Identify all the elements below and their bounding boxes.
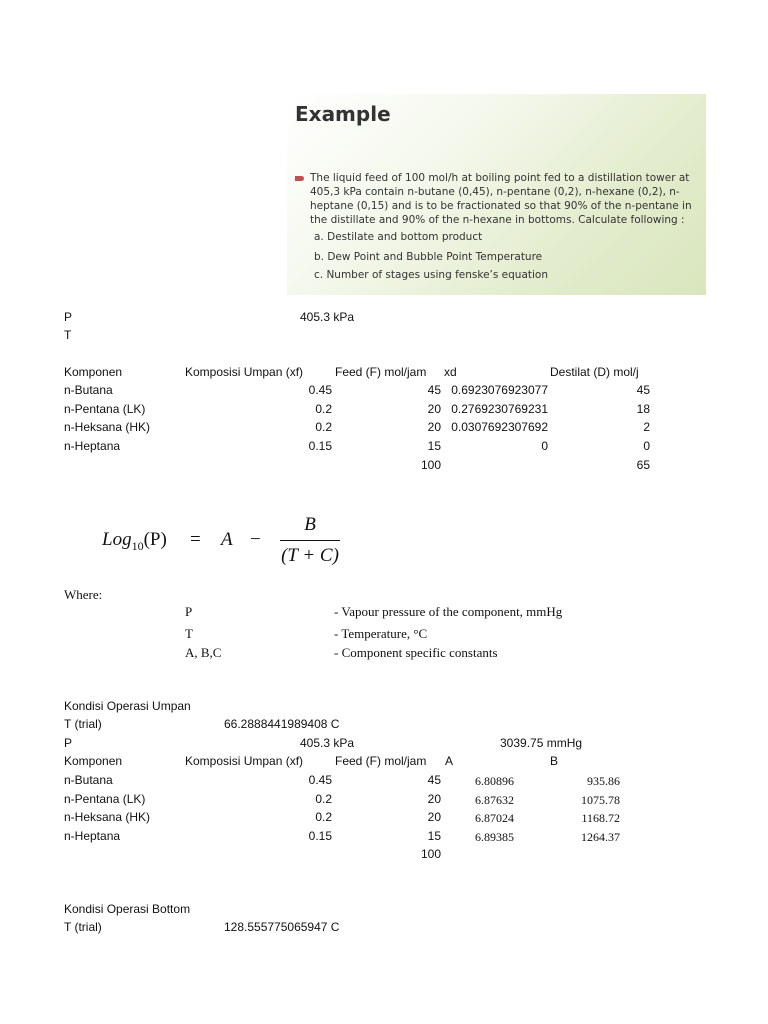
slide-item-c: c. Number of stages using fenske’s equation xyxy=(314,269,548,281)
t2-b: 1075.78 xyxy=(581,793,620,807)
where-label: Where: xyxy=(64,587,103,602)
t1-header-komponen: Komponen xyxy=(64,365,123,379)
t2-komponen: n-Heptana xyxy=(64,829,121,843)
where-sym-abc: A, B,C xyxy=(185,645,222,660)
where-desc-t: - Temperature, °C xyxy=(334,626,428,641)
t2-feed: 15 xyxy=(427,829,441,843)
formula-denominator: (T + C) xyxy=(281,545,339,566)
t1-total-destilat: 65 xyxy=(636,458,650,472)
t2-a: 6.89385 xyxy=(475,830,514,844)
t2-xf: 0.45 xyxy=(308,773,332,787)
t1-xd: 0 xyxy=(541,439,548,453)
where-sym-t: T xyxy=(185,626,193,641)
t2-a: 6.80896 xyxy=(475,774,514,788)
t1-header-xf: Komposisi Umpan (xf) xyxy=(185,365,304,379)
formula-minus: − xyxy=(250,529,261,550)
bottom-t-value: 128.555775065947 C xyxy=(224,920,340,934)
umpan-p-mmhg: 3039.75 mmHg xyxy=(500,736,583,750)
umpan-p-kpa: 405.3 kPa xyxy=(300,736,355,750)
t-label: T xyxy=(64,328,72,342)
t1-xd: 0.2769230769231 xyxy=(451,402,548,416)
t2-feed: 20 xyxy=(427,810,441,824)
umpan-t-value: 66.2888441989408 C xyxy=(224,717,340,731)
formula-numerator: B xyxy=(304,514,316,535)
formula-fraction-bar xyxy=(280,540,340,541)
t2-b: 935.86 xyxy=(587,774,620,788)
t1-destilat: 45 xyxy=(636,383,650,397)
t2-header-a: A xyxy=(445,754,454,768)
umpan-title: Kondisi Operasi Umpan xyxy=(64,699,191,713)
t1-feed: 20 xyxy=(427,402,441,416)
t2-a: 6.87632 xyxy=(475,793,514,807)
t1-xf: 0.2 xyxy=(315,420,332,434)
slide-item-a: a. Destilate and bottom product xyxy=(314,231,483,243)
t2-xf: 0.2 xyxy=(315,810,332,824)
t2-header-feed: Feed (F) mol/jam xyxy=(335,754,427,768)
t2-header-xf: Komposisi Umpan (xf) xyxy=(185,754,304,768)
t1-header-xd: xd xyxy=(444,365,457,379)
t1-header-destilat: Destilat (D) mol/j xyxy=(550,365,639,379)
t2-b: 1168.72 xyxy=(581,811,620,825)
formula-log: Log xyxy=(102,529,132,550)
t2-komponen: n-Heksana (HK) xyxy=(64,810,151,824)
t1-komponen: n-Heksana (HK) xyxy=(64,420,151,434)
t1-komponen: n-Heptana xyxy=(64,439,121,453)
umpan-p-label: P xyxy=(64,736,73,750)
t2-komponen: n-Butana xyxy=(64,773,113,787)
t1-feed: 15 xyxy=(427,439,441,453)
formula-log-base: 10 xyxy=(131,538,144,553)
t1-destilat: 0 xyxy=(643,439,650,453)
t1-header-feed: Feed (F) mol/jam xyxy=(335,365,427,379)
t2-xf: 0.2 xyxy=(315,792,332,806)
t1-total-feed: 100 xyxy=(420,458,441,472)
t1-feed: 45 xyxy=(427,383,441,397)
formula-equals: = xyxy=(190,529,201,550)
t2-xf: 0.15 xyxy=(308,829,332,843)
t1-komponen: n-Butana xyxy=(64,383,113,397)
t1-xd: 0.0307692307692 xyxy=(451,420,548,434)
t2-b: 1264.37 xyxy=(581,830,620,844)
t2-header-komponen: Komponen xyxy=(64,754,123,768)
slide-paragraph: The liquid feed of 100 mol/h at boiling point fed to a distillation tower at 405,3 kPa contain n-butane (0,45), n-pentane (0,2), n-hexane (0,2), n-heptane (0,15) and is to be fractionated so that 90% of the n-pentane in the distillate and 90% of the n-hexane in bottoms. Calculate following : xyxy=(310,172,692,226)
p-label: P xyxy=(64,310,73,324)
t2-total-feed: 100 xyxy=(420,847,441,861)
formula-a: A xyxy=(221,529,233,550)
p-value: 405.3 kPa xyxy=(300,310,355,324)
bottom-t-label: T (trial) xyxy=(64,920,102,934)
bottom-title: Kondisi Operasi Bottom xyxy=(64,902,191,916)
t2-a: 6.87024 xyxy=(475,811,514,825)
t1-destilat: 2 xyxy=(643,420,650,434)
t1-xf: 0.45 xyxy=(308,383,332,397)
t1-xf: 0.15 xyxy=(308,439,332,453)
slide-item-b: b. Dew Point and Bubble Point Temperature xyxy=(314,251,543,263)
slide-title: Example xyxy=(295,102,391,126)
formula-lhs xyxy=(102,529,167,554)
t1-destilat: 18 xyxy=(636,402,650,416)
bullet-arrow-icon xyxy=(295,176,304,181)
t1-komponen: n-Pentana (LK) xyxy=(64,402,146,416)
example-slide xyxy=(287,94,706,295)
t1-feed: 20 xyxy=(427,420,441,434)
where-desc-p: - Vapour pressure of the component, mmHg xyxy=(334,604,563,619)
t2-header-b: B xyxy=(550,754,559,768)
where-desc-abc: - Component specific constants xyxy=(334,645,498,660)
t1-xf: 0.2 xyxy=(315,402,332,416)
umpan-t-label: T (trial) xyxy=(64,717,102,731)
t1-xd: 0.6923076923077 xyxy=(451,383,548,397)
t2-feed: 20 xyxy=(427,792,441,806)
t2-komponen: n-Pentana (LK) xyxy=(64,792,146,806)
formula-lhs-arg: (P) xyxy=(143,529,167,550)
where-sym-p: P xyxy=(185,604,193,619)
t2-feed: 45 xyxy=(427,773,441,787)
